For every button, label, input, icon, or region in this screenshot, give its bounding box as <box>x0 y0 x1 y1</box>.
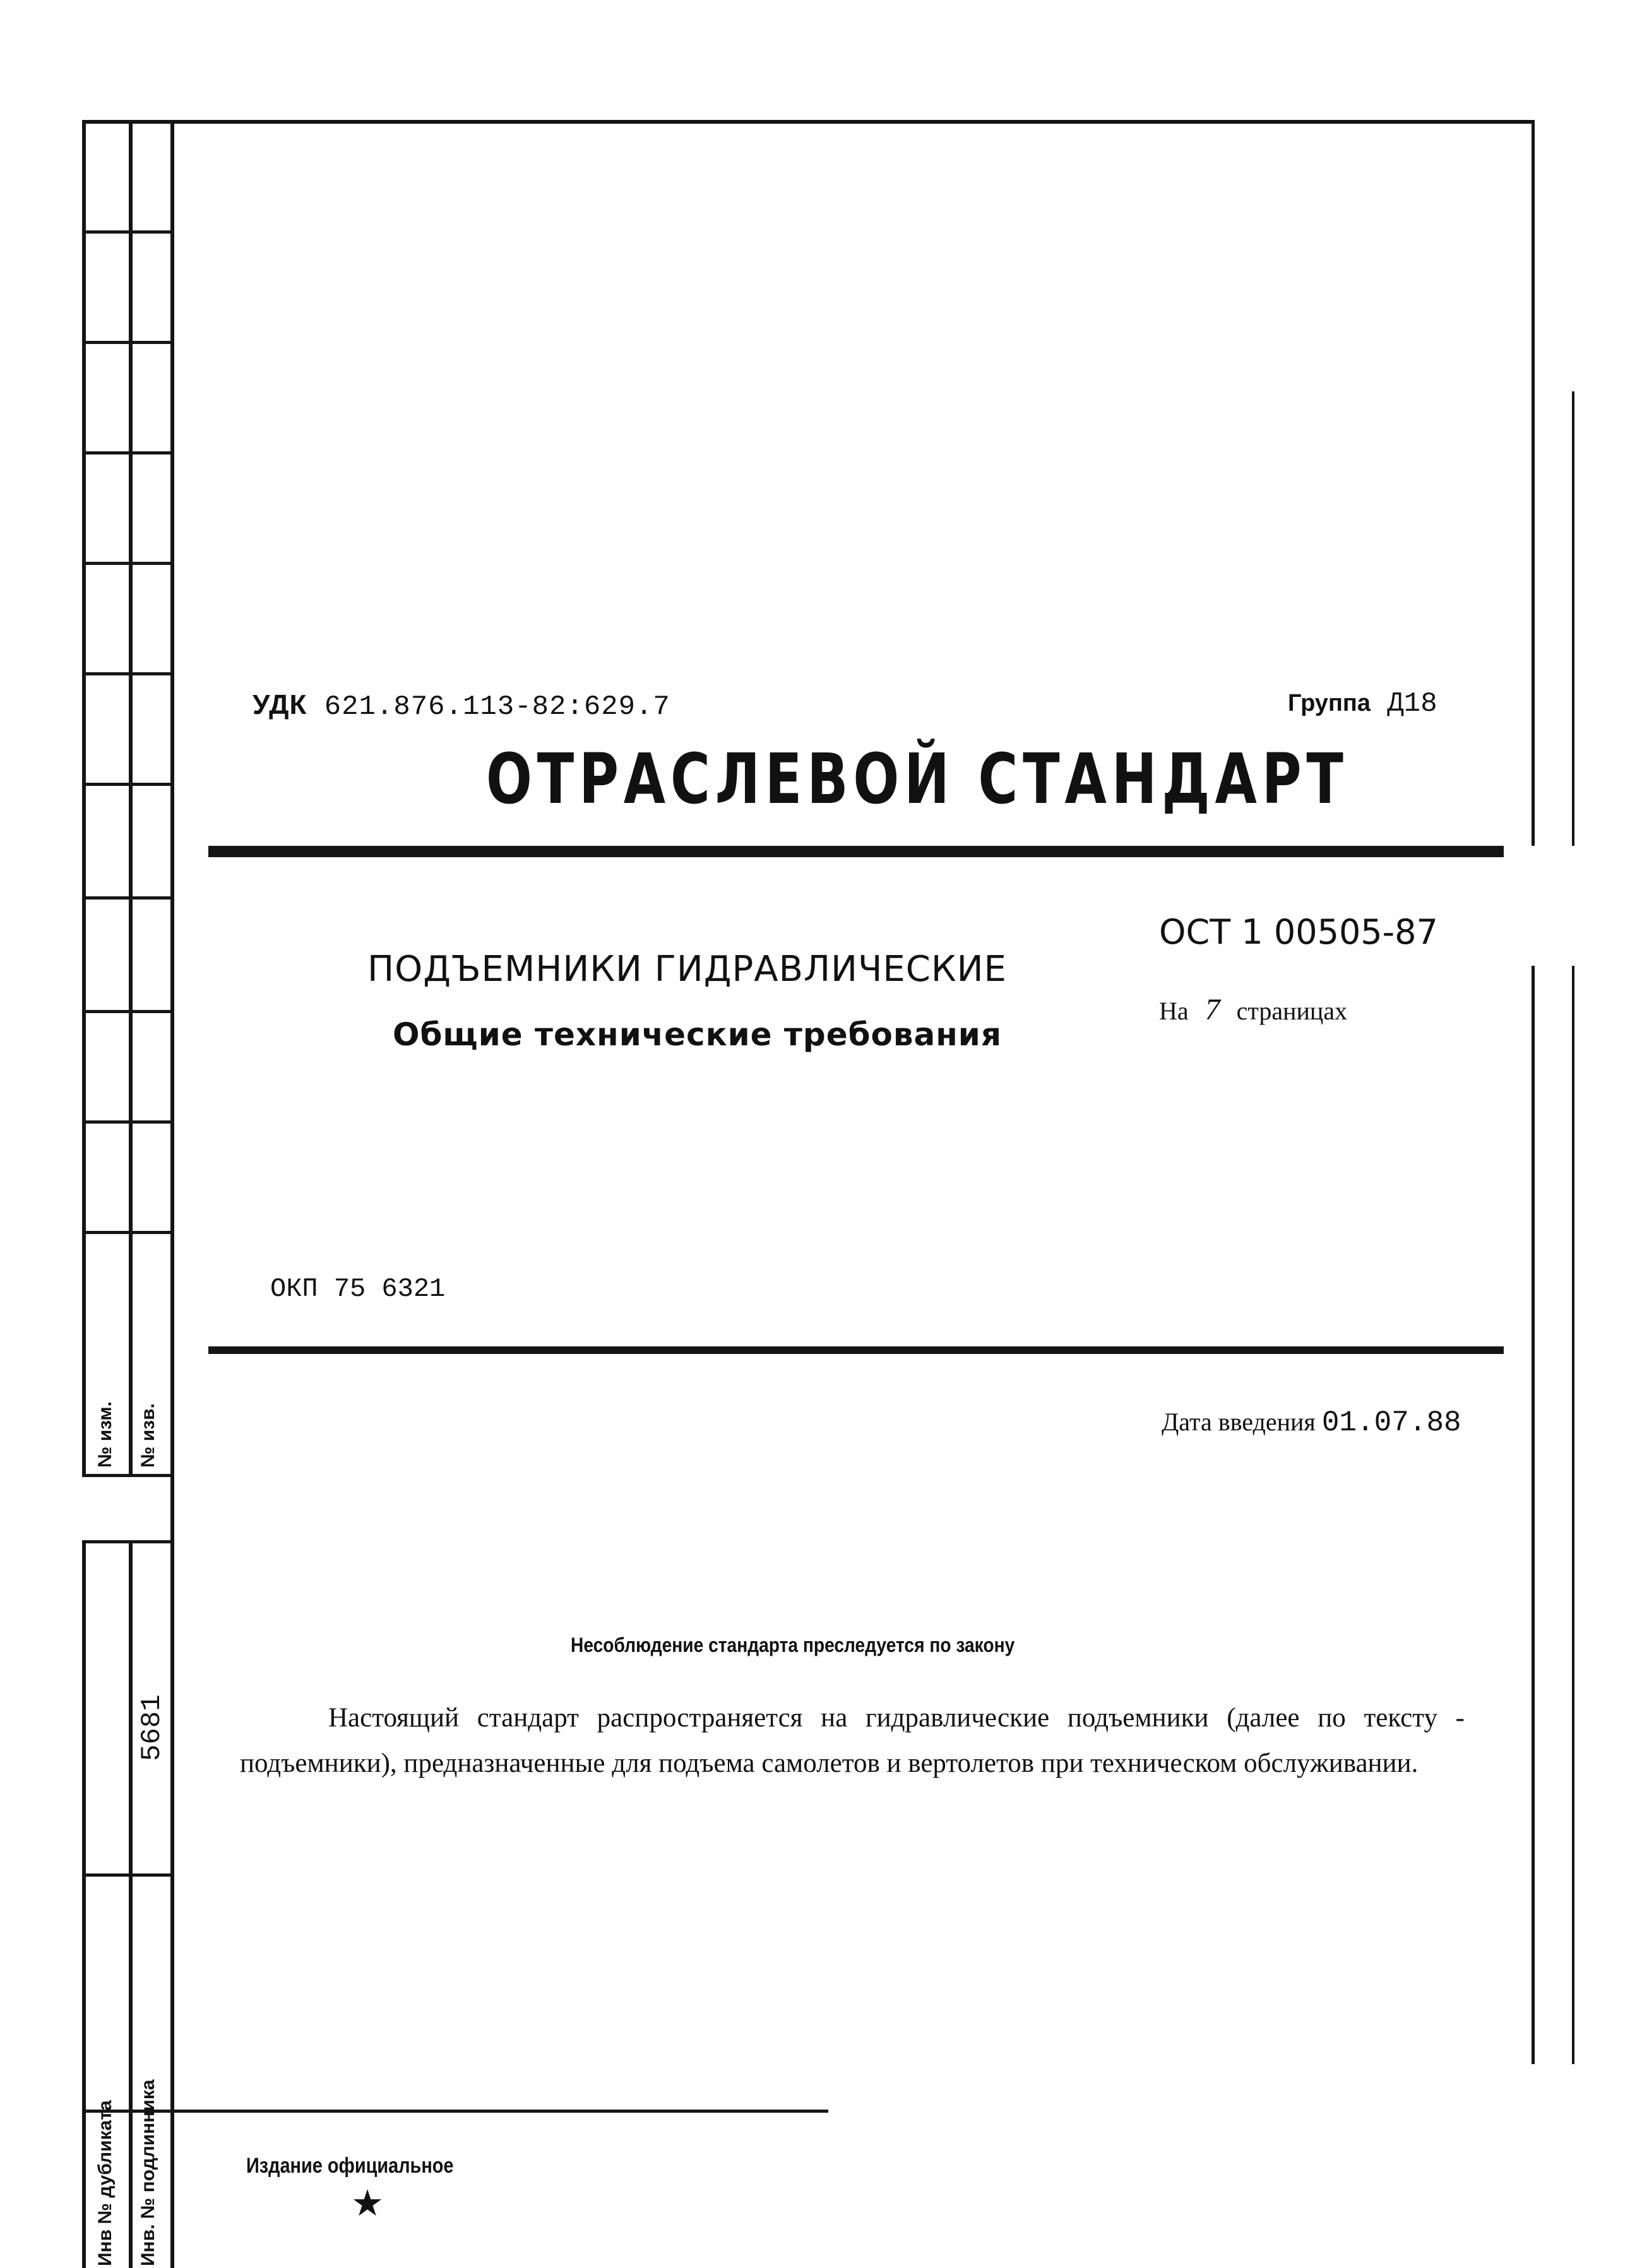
date-value: 01.07.88 <box>1321 1406 1461 1439</box>
okp-thick-rule <box>208 1346 1504 1354</box>
page-count <box>1159 992 1347 1027</box>
edition-label: Издание официальное <box>246 2154 454 2178</box>
notice-number-label: № изв. <box>138 1403 158 1468</box>
group-label: Группа <box>1288 690 1371 716</box>
group-code <box>1288 688 1437 720</box>
sidebar-tick <box>82 230 174 234</box>
change-number-label: № изм. <box>95 1401 116 1468</box>
sidebar-tick <box>82 1120 174 1124</box>
pages-count: 7 <box>1205 993 1220 1026</box>
udk-code <box>253 689 670 723</box>
sidebar-tick <box>82 783 174 786</box>
sidebar-middle-line <box>129 120 133 1477</box>
udk-value: 621.876.113-82:629.7 <box>324 691 670 723</box>
sidebar-tick <box>82 451 174 454</box>
inventory-number: 5681 <box>136 1694 168 1761</box>
header-thick-rule <box>208 846 1504 857</box>
sidebar-inner-line <box>170 120 174 2268</box>
sidebar-tick <box>82 1010 174 1013</box>
sidebar-middle-line-lower <box>129 1540 133 2268</box>
frame-right-line-lower <box>1532 966 1535 2064</box>
pages-suffix: страницах <box>1236 997 1348 1025</box>
date-label: Дата введения <box>1162 1408 1316 1436</box>
scope-paragraph: Настоящий стандарт распространяется на гидравлические подъемники (далее по тексту - подъемники), предназначенные для подъема самолетов и вертолетов при техническом обслуживании. <box>240 1703 1465 1778</box>
frame-right-line <box>1532 120 1535 846</box>
frame-top-line <box>82 120 1534 124</box>
duplicate-inventory-label: Инв № дубликата <box>95 2100 116 2266</box>
sidebar-tick <box>82 562 174 565</box>
sidebar-tick <box>82 1231 174 1234</box>
sidebar-tick <box>82 341 174 344</box>
okp-code: ОКП 75 6321 <box>270 1274 446 1304</box>
right-margin-line-upper <box>1572 391 1574 846</box>
standard-subtitle: Общие технические требования <box>393 1016 1002 1053</box>
standard-subject: ПОДЪЕМНИКИ ГИДРАВЛИЧЕСКИЕ <box>367 949 1007 990</box>
effective-date <box>1162 1406 1461 1439</box>
udk-label: УДК <box>253 689 307 720</box>
sidebar-tick <box>82 1873 174 1877</box>
sidebar-tick <box>82 1540 174 1543</box>
sidebar-outer-line-lower <box>82 1540 86 2268</box>
right-margin-line-lower <box>1572 966 1574 2064</box>
standard-number: ОСТ 1 00505-87 <box>1159 912 1438 952</box>
original-inventory-label: Инв. № подлинника <box>138 2079 158 2266</box>
sidebar-outer-line <box>82 120 86 1477</box>
group-value: Д18 <box>1387 688 1437 720</box>
bottom-short-rule <box>82 2110 828 2113</box>
pages-prefix: На <box>1159 997 1189 1025</box>
sidebar-tick <box>82 672 174 675</box>
legal-warning: Несоблюдение стандарта преследуется по закону <box>571 1634 1015 1656</box>
page-title: ОТРАСЛЕВОЙ СТАНДАРТ <box>486 739 1348 819</box>
sidebar-tick <box>82 1474 174 1477</box>
star-icon: ★ <box>351 2183 384 2224</box>
sidebar-tick <box>82 896 174 899</box>
